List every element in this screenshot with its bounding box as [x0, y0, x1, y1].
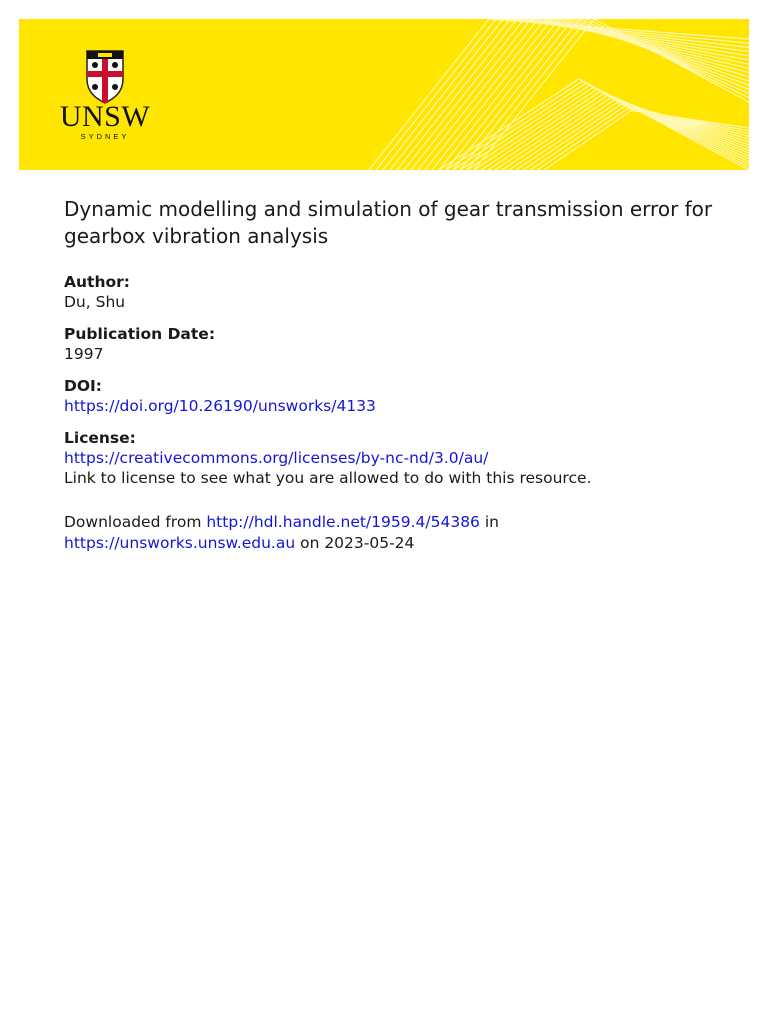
- publication-date-value: 1997: [64, 345, 104, 363]
- downloaded-in: in: [479, 513, 499, 531]
- author-label: Author:: [64, 273, 130, 291]
- doi-label: DOI:: [64, 377, 103, 395]
- author-value: Du, Shu: [64, 293, 126, 311]
- doi-value: [64, 396, 724, 416]
- banner-pattern-lines: [369, 19, 749, 170]
- license-value: [64, 448, 724, 468]
- logo-wordmark: UNSW: [59, 100, 151, 133]
- document-metadata: [64, 196, 724, 554]
- logo-subtext: SYDNEY: [80, 132, 130, 141]
- license-link[interactable]: https://creativecommons.org/licenses/by-nc-nd/3.0/au/: [64, 449, 489, 467]
- unsw-crest-icon: [85, 49, 125, 105]
- downloaded-prefix: Downloaded from: [64, 513, 207, 531]
- downloaded-on: on 2023-05-24: [295, 534, 415, 552]
- publication-date-label: Publication Date:: [64, 325, 216, 343]
- license-label: License:: [64, 429, 136, 447]
- repository-link[interactable]: https://unsworks.unsw.edu.au: [64, 534, 296, 552]
- doi-link[interactable]: https://doi.org/10.26190/unsworks/4133: [64, 397, 376, 415]
- license-note: Link to license to see what you are allowed to do with this resource.: [64, 469, 592, 487]
- unsw-logo[interactable]: [59, 49, 151, 143]
- handle-link[interactable]: http://hdl.handle.net/1959.4/54386: [206, 513, 480, 531]
- download-info: [64, 512, 724, 554]
- document-title: Dynamic modelling and simulation of gear transmission error for gearbox vibration analysis: [64, 197, 713, 248]
- header-banner: [19, 19, 749, 170]
